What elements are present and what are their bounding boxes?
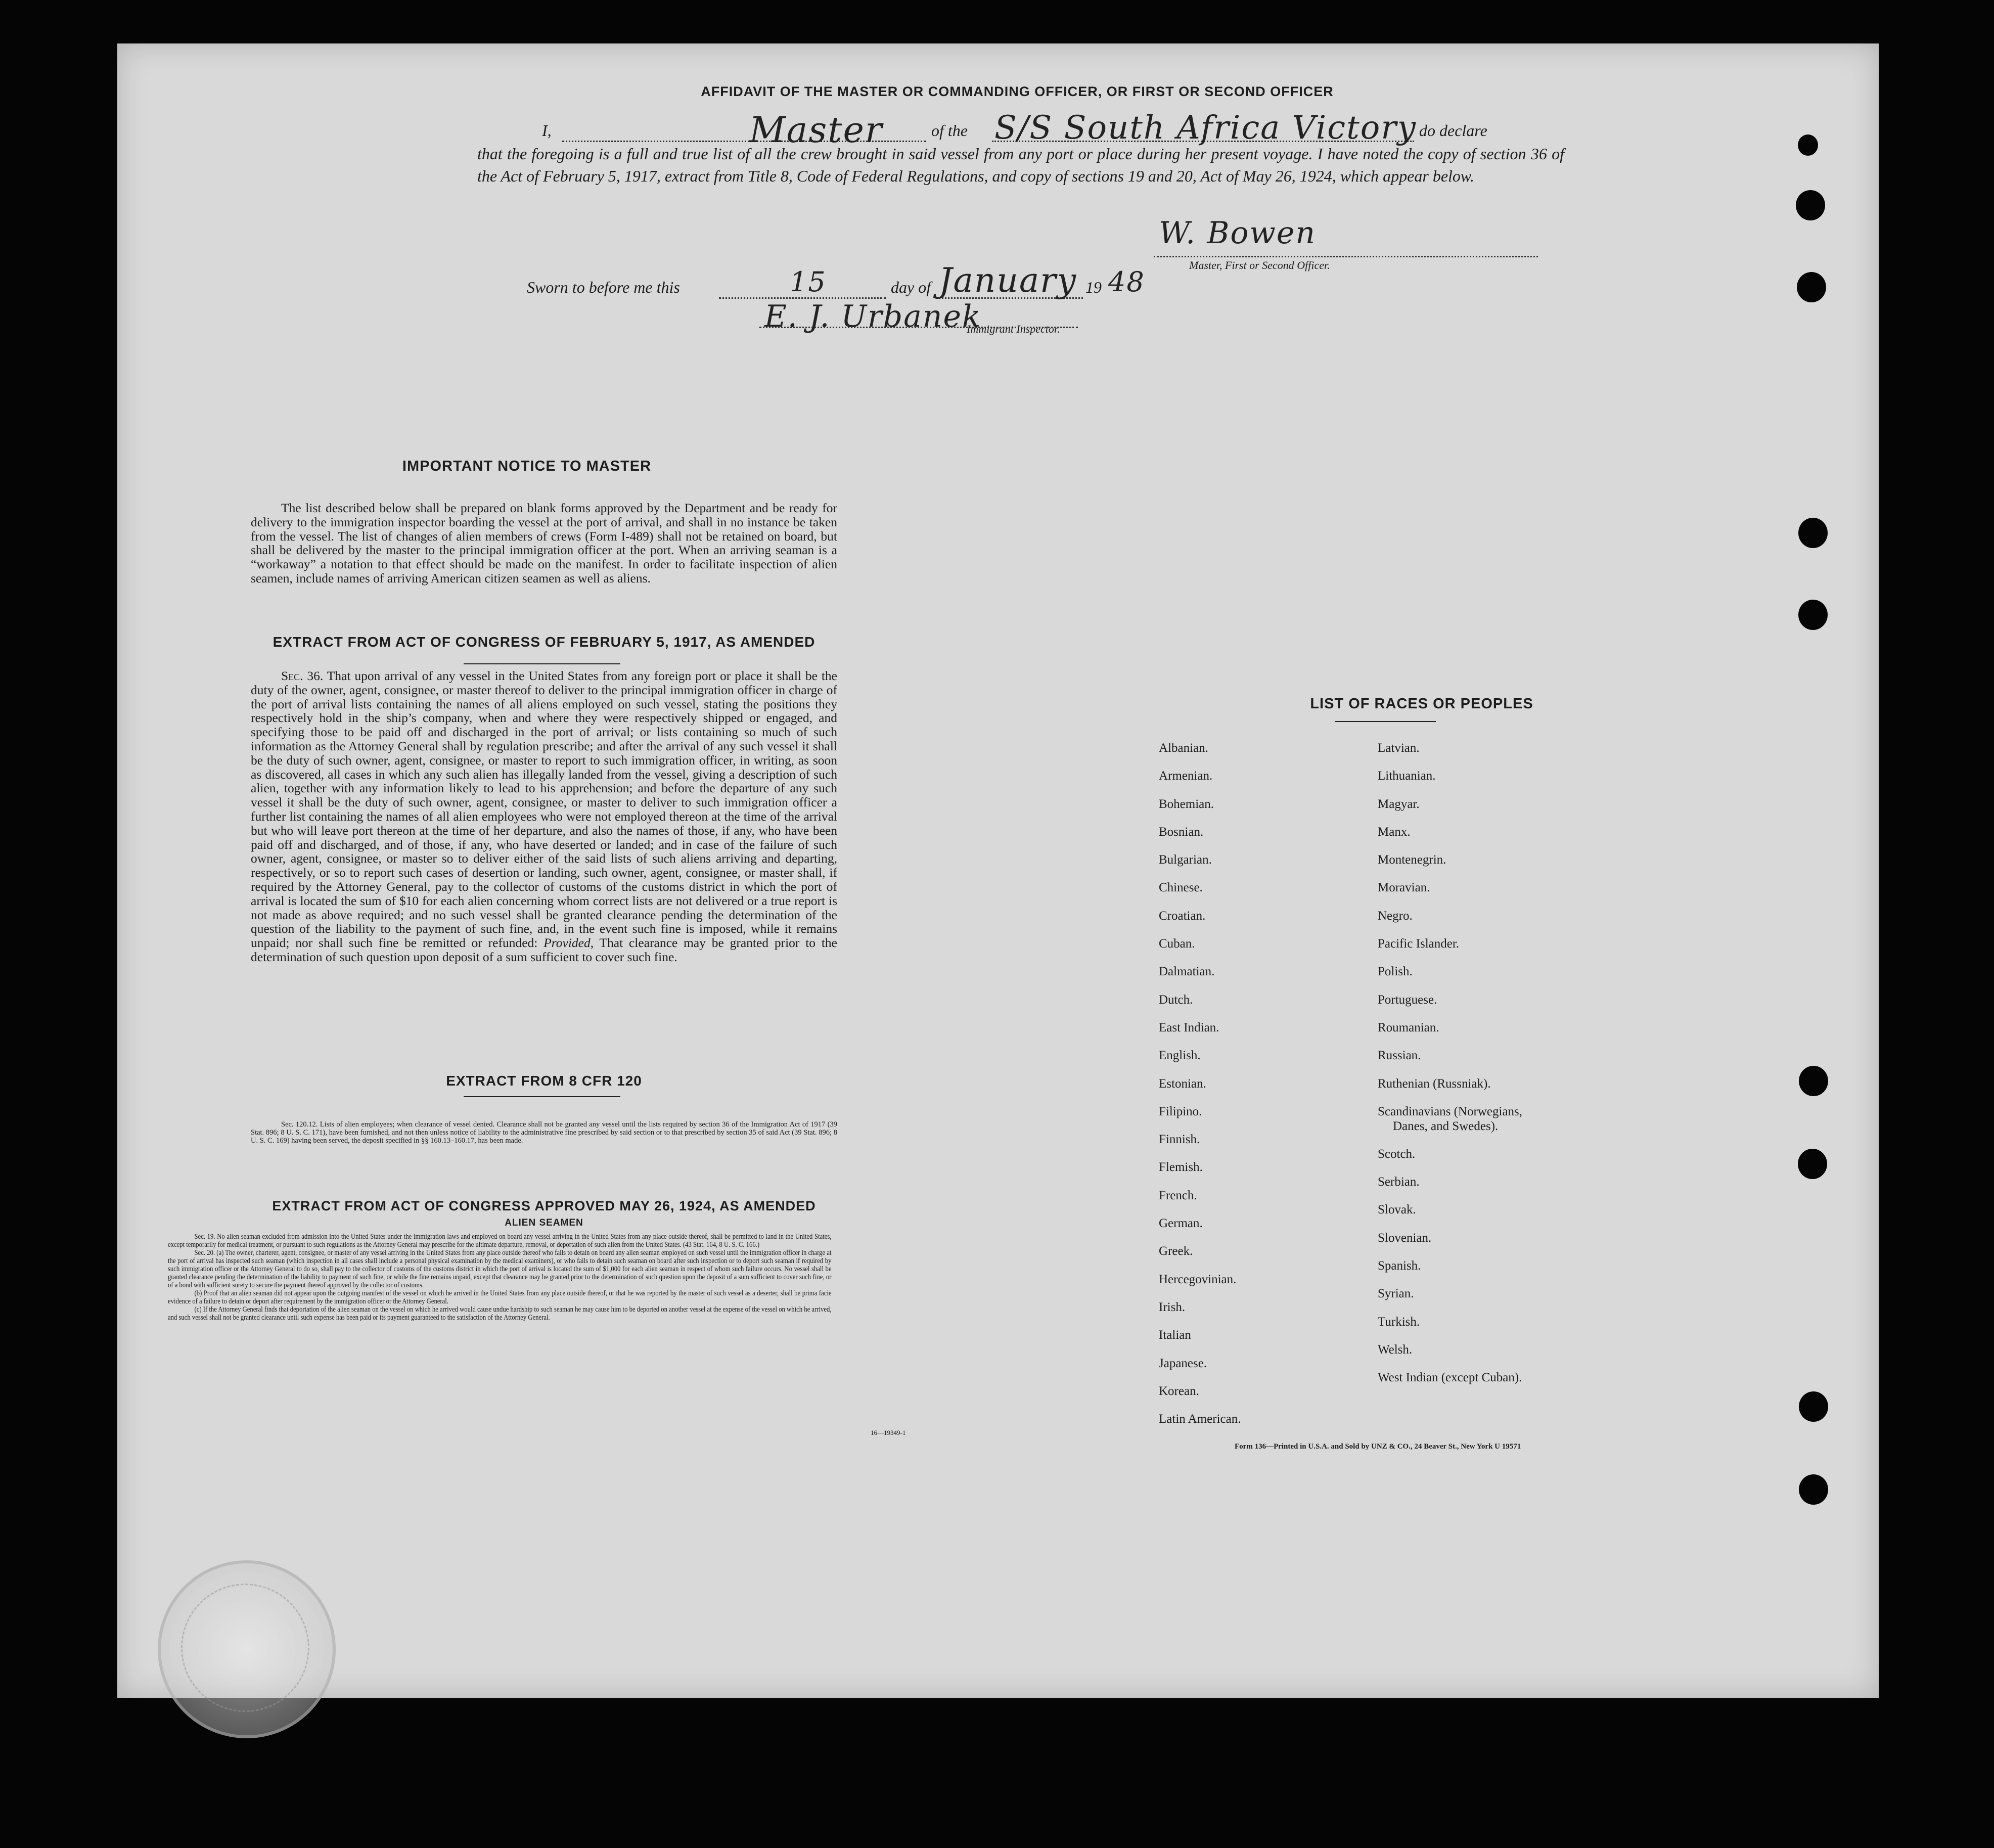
race-item: Roumanian. [1378,1020,1439,1034]
inspector-signature: E. J. Urbanek [764,299,982,334]
race-item: Magyar. [1378,797,1420,811]
race-item: Russian. [1378,1049,1421,1063]
punch-hole [1797,272,1826,302]
seal-inner-ring [181,1584,309,1712]
race-item: Bosnian. [1159,825,1204,839]
race-item: Flemish. [1159,1160,1203,1175]
punch-hole [1798,518,1828,548]
affidavit-title: AFFIDAVIT OF THE MASTER OR COMMANDING OFFICER, OR FIRST OR SECOND OFFICER [701,84,1334,99]
race-item: Cuban. [1159,937,1195,951]
embossed-seal [158,1560,336,1738]
race-item: Japanese. [1159,1356,1207,1370]
race-item: Slovenian. [1378,1231,1432,1245]
year-prefix: 19 [1085,278,1102,296]
alien-seamen-subtitle: ALIEN SEAMEN [505,1218,583,1228]
race-item: Lithuanian. [1378,769,1436,783]
race-item: Irish. [1159,1300,1186,1314]
race-item: Polish. [1378,965,1413,979]
race-item: Latin American. [1159,1412,1241,1426]
race-item: Dalmatian. [1159,965,1215,979]
race-item: Welsh. [1378,1342,1413,1357]
master-signature-line [1154,256,1538,257]
punch-hole [1799,1391,1828,1422]
race-item: Spanish. [1378,1259,1421,1273]
race-item: Pacific Islander. [1378,937,1460,951]
races-list-right [1378,734,1522,1392]
extract-1917-rule [464,663,620,664]
race-item: Bohemian. [1159,797,1214,811]
race-item: Slovak. [1378,1203,1416,1217]
print-code: 16—19349-1 [871,1429,906,1436]
sworn-year-handwritten: 48 [1108,266,1145,298]
punch-hole [1798,134,1818,156]
race-item: Manx. [1378,825,1411,839]
race-item: Bulgarian. [1159,853,1212,867]
sworn-month-handwritten: January [939,261,1077,300]
extract-1917-title: EXTRACT FROM ACT OF CONGRESS OF FEBRUARY 5, 1917, AS AMENDED [273,634,815,650]
race-item: Moravian. [1378,881,1430,895]
race-item: Korean. [1159,1384,1199,1398]
punch-hole [1798,1149,1827,1179]
races-list-left [1159,734,1241,1433]
race-item: Negro. [1378,909,1413,923]
race-item: East Indian. [1159,1020,1219,1034]
sec-20a-text: Sec. 20. (a) The owner, charterer, agent, consignee, or master of any vessel arriving in the United States from any place outside thereof who fails to detain on board any alien seaman employed on such vessel until the immigration officer in charge at the port of arrival has inspected such seaman (which inspection in all cases shall include a personal physical examination by the medical examiners), or who fails to detain such seaman on board after such inspection or to deport such seaman if required by such immigration officer or the Attorney General to do so, shall pay to the collector of customs of the customs district in which the port of arrival is located the sum of $1,000 for each alien seaman in respect of whom such failure occurs. No vessel shall be granted clearance pending the determination of the liability to payment of such fine, or while the fine remains unpaid, except that clearance may be granted prior to the determination of such question upon the deposit of a sum sufficient to cover such fine, or of a bond with sufficient surety to secure the payment thereof approved by the collector of customs. [168,1249,832,1289]
race-item: Croatian. [1159,909,1206,923]
of-the-label: of the [931,121,968,140]
sec-20b-text: (b) Proof that an alien seaman did not appear upon the outgoing manifest of the vessel on which he arrived in the United States from any place outside thereof, or that he was reported by the master of such vessel as a deserter, shall be prima facie evidence of a failure to detain or deport after requirement by the immigration officer or the Attorney General. [168,1289,832,1305]
sec-20c-text: (c) If the Attorney General finds that deportation of the alien seaman on the vessel on which he arrived would cause undue hardship to such seaman he may cause him to be deported on another vessel at the expense of the vessel on which he arrived, and such vessel shall not be granted clearance until such expense has been paid or its payment guaranteed to the satisfaction of the Attorney General. [168,1305,832,1322]
notice-text: The list described below shall be prepared on blank forms approved by the Department and be ready for delivery to the immigration inspector boarding the vessel at the port of arrival, and shall in no instance be taken from the vessel. The list of changes of alien members of crews (Form I-489) shall not be retained on board, but shall be delivered by the master to the principal immigration officer at the port. When an arriving seaman is a “workaway” a notation to that effect should be made on the manifest. In order to facilitate inspection of alien seamen, include names of arriving American citizen seamen as well as aliens. [251,501,837,585]
proviso-label: Provided, [543,935,594,951]
races-title-rule [1335,721,1436,722]
sworn-day-handwritten: 15 [790,266,827,298]
master-signature: W. Bowen [1159,215,1317,251]
extract-cfr-title: EXTRACT FROM 8 CFR 120 [446,1073,642,1089]
race-item: Scandinavians (Norwegians, [1378,1104,1523,1118]
punch-hole [1799,1066,1828,1096]
race-item: Montenegrin. [1378,853,1446,867]
race-item: Latvian. [1378,741,1420,755]
race-item: Dutch. [1159,993,1193,1007]
punch-hole [1796,190,1825,220]
master-caption: Master, First or Second Officer. [1189,259,1330,272]
sec-19-text: Sec. 19. No alien seaman excluded from admission into the United States under the immigration laws and employed on board any vessel arriving in the United States from any place outside thereof, shall be permitted to land in the United States, except temporarily for medical treatment, or pursuant to such regulations as the Attorney General may prescribe for the ultimate departure, removal, or deportation of such alien from the United States. (43 Stat. 164, 8 U. S. C. 166.) [168,1233,832,1249]
race-item: Finnish. [1159,1133,1200,1147]
form-footer: Form 136—Printed in U.S.A. and Sold by UNZ & CO., 24 Beaver St., New York U 19571 [1235,1443,1521,1451]
notice-title: IMPORTANT NOTICE TO MASTER [402,458,652,474]
sec-36-body: That upon arrival of any vessel in the United States from any foreign port or place it shall be the duty of the owner, agent, consignee, or master thereof to deliver to the principal immigration officer in charge of the port of arrival lists containing the names of all aliens employed on such vessel, stating the positions they respectively hold in the ship’s company, when and where they were respectively shipped or engaged, and specifying those to be paid off and discharged in the port of arrival; or lists containing so much of such information as the Attorney General shall by regulation prescribe; and after the arrival of any such vessel it shall be the duty of such owner, agent, consignee, or master to report to such immigration officer, in writing, as soon as discovered, all cases in which any such alien has illegally landed from the vessel, giving a description of such alien, together with any information likely to lead to his apprehension; and before the departure of any such vessel it shall be the duty of such owner, agent, consignee, or master to deliver to such immigration officer a further list containing the names of all alien employees who were not employed thereon at the time of the arrival but who will leave port thereon at the time of her departure, and also the names of those, if any, who have been paid off and discharged, and of those, if any, who have deserted or landed; and in case of the failure of such owner, agent, consignee, or master so to deliver either of the said lists of such aliens arriving and departing, respectively, or so to report such cases of desertion or landing, such owner, agent, consignee, or master shall, if required by the Attorney General, pay to the collector of customs of the customs district in which the port of arrival is located the sum of $10 for each alien concerning whom correct lists are not delivered or a true report is not made as above required; and no such vessel shall be granted clearance pending the determination of the question of the liability to the payment of such fine, and, in the event such fine is imposed, while it remains unpaid; nor shall such fine be remitted or refunded: [251,668,837,951]
race-item: Filipino. [1159,1104,1202,1118]
declare-label: do declare [1419,121,1487,140]
race-item: Chinese. [1159,881,1203,895]
race-item: Greek. [1159,1244,1193,1258]
extract-cfr-rule [464,1096,620,1097]
race-item: Portuguese. [1378,993,1437,1007]
race-item: Scotch. [1378,1147,1416,1161]
race-item: English. [1159,1049,1201,1063]
document-page [117,43,1879,1698]
affidavit-body: that the foregoing is a full and true list of all the crew brought in said vessel from any port or place during her present voyage. I have noted the copy of section 36 of the Act of February 5, 1917, extract from Title 8, Code of Federal Regulations, and copy of sections 19 and 20, Act of May 26, 1924, which appear below. [477,145,1564,185]
race-item: Danes, and Swedes). [1393,1119,1499,1133]
extract-1924-body [168,1233,832,1322]
race-item: Italian [1159,1328,1191,1342]
sworn-prefix: Sworn to before me this [527,278,680,296]
extract-1924-title: EXTRACT FROM ACT OF CONGRESS APPROVED MAY 26, 1924, AS AMENDED [272,1198,816,1213]
race-item: French. [1159,1188,1197,1202]
sec-36-text [251,669,837,964]
inspector-caption: Immigrant Inspector. [967,323,1060,335]
punch-hole [1798,600,1828,630]
race-item: Armenian. [1159,769,1213,783]
race-item: Turkish. [1378,1315,1420,1329]
proviso-text: That clearance may be granted prior to the determination of such question upon deposit of a sum sufficient to cover such fine. [251,935,837,964]
race-item: Syrian. [1378,1287,1414,1301]
race-item: German. [1159,1216,1203,1231]
race-item: Ruthenian (Russniak). [1378,1076,1491,1091]
day-of-label: day of [891,278,931,296]
sec-120-12-text: Sec. 120.12. Lists of alien employees; when clearance of vessel denied. Clearance shall not be granted any vessel until the lists required by section 36 of the Immigration Act of 1917 (39 Stat. 896; 8 U. S. C. 171), have been furnished, and not then unless notice of liability to the administrative fine prescribed by said section or to that prescribed by section 35 of said Act (39 Stat. 896; 8 U. S. C. 169) having been served, the deposit specified in §§ 160.13–160.17, has been made. [251,1120,837,1145]
races-title: LIST OF RACES OR PEOPLES [1310,696,1533,712]
race-item: Albanian. [1159,741,1208,755]
race-item: Serbian. [1378,1175,1420,1189]
race-item: West Indian (except Cuban). [1378,1371,1522,1385]
race-item: Hercegovinian. [1159,1272,1237,1286]
officer-title-handwritten: Master [749,109,883,151]
race-item: Estonian. [1159,1076,1206,1091]
punch-hole [1799,1474,1828,1505]
vessel-name-handwritten: S/S South Africa Victory [994,109,1417,147]
affidavit-prefix: I, [542,121,552,140]
sec-36-label: Sec. 36. [281,668,324,683]
